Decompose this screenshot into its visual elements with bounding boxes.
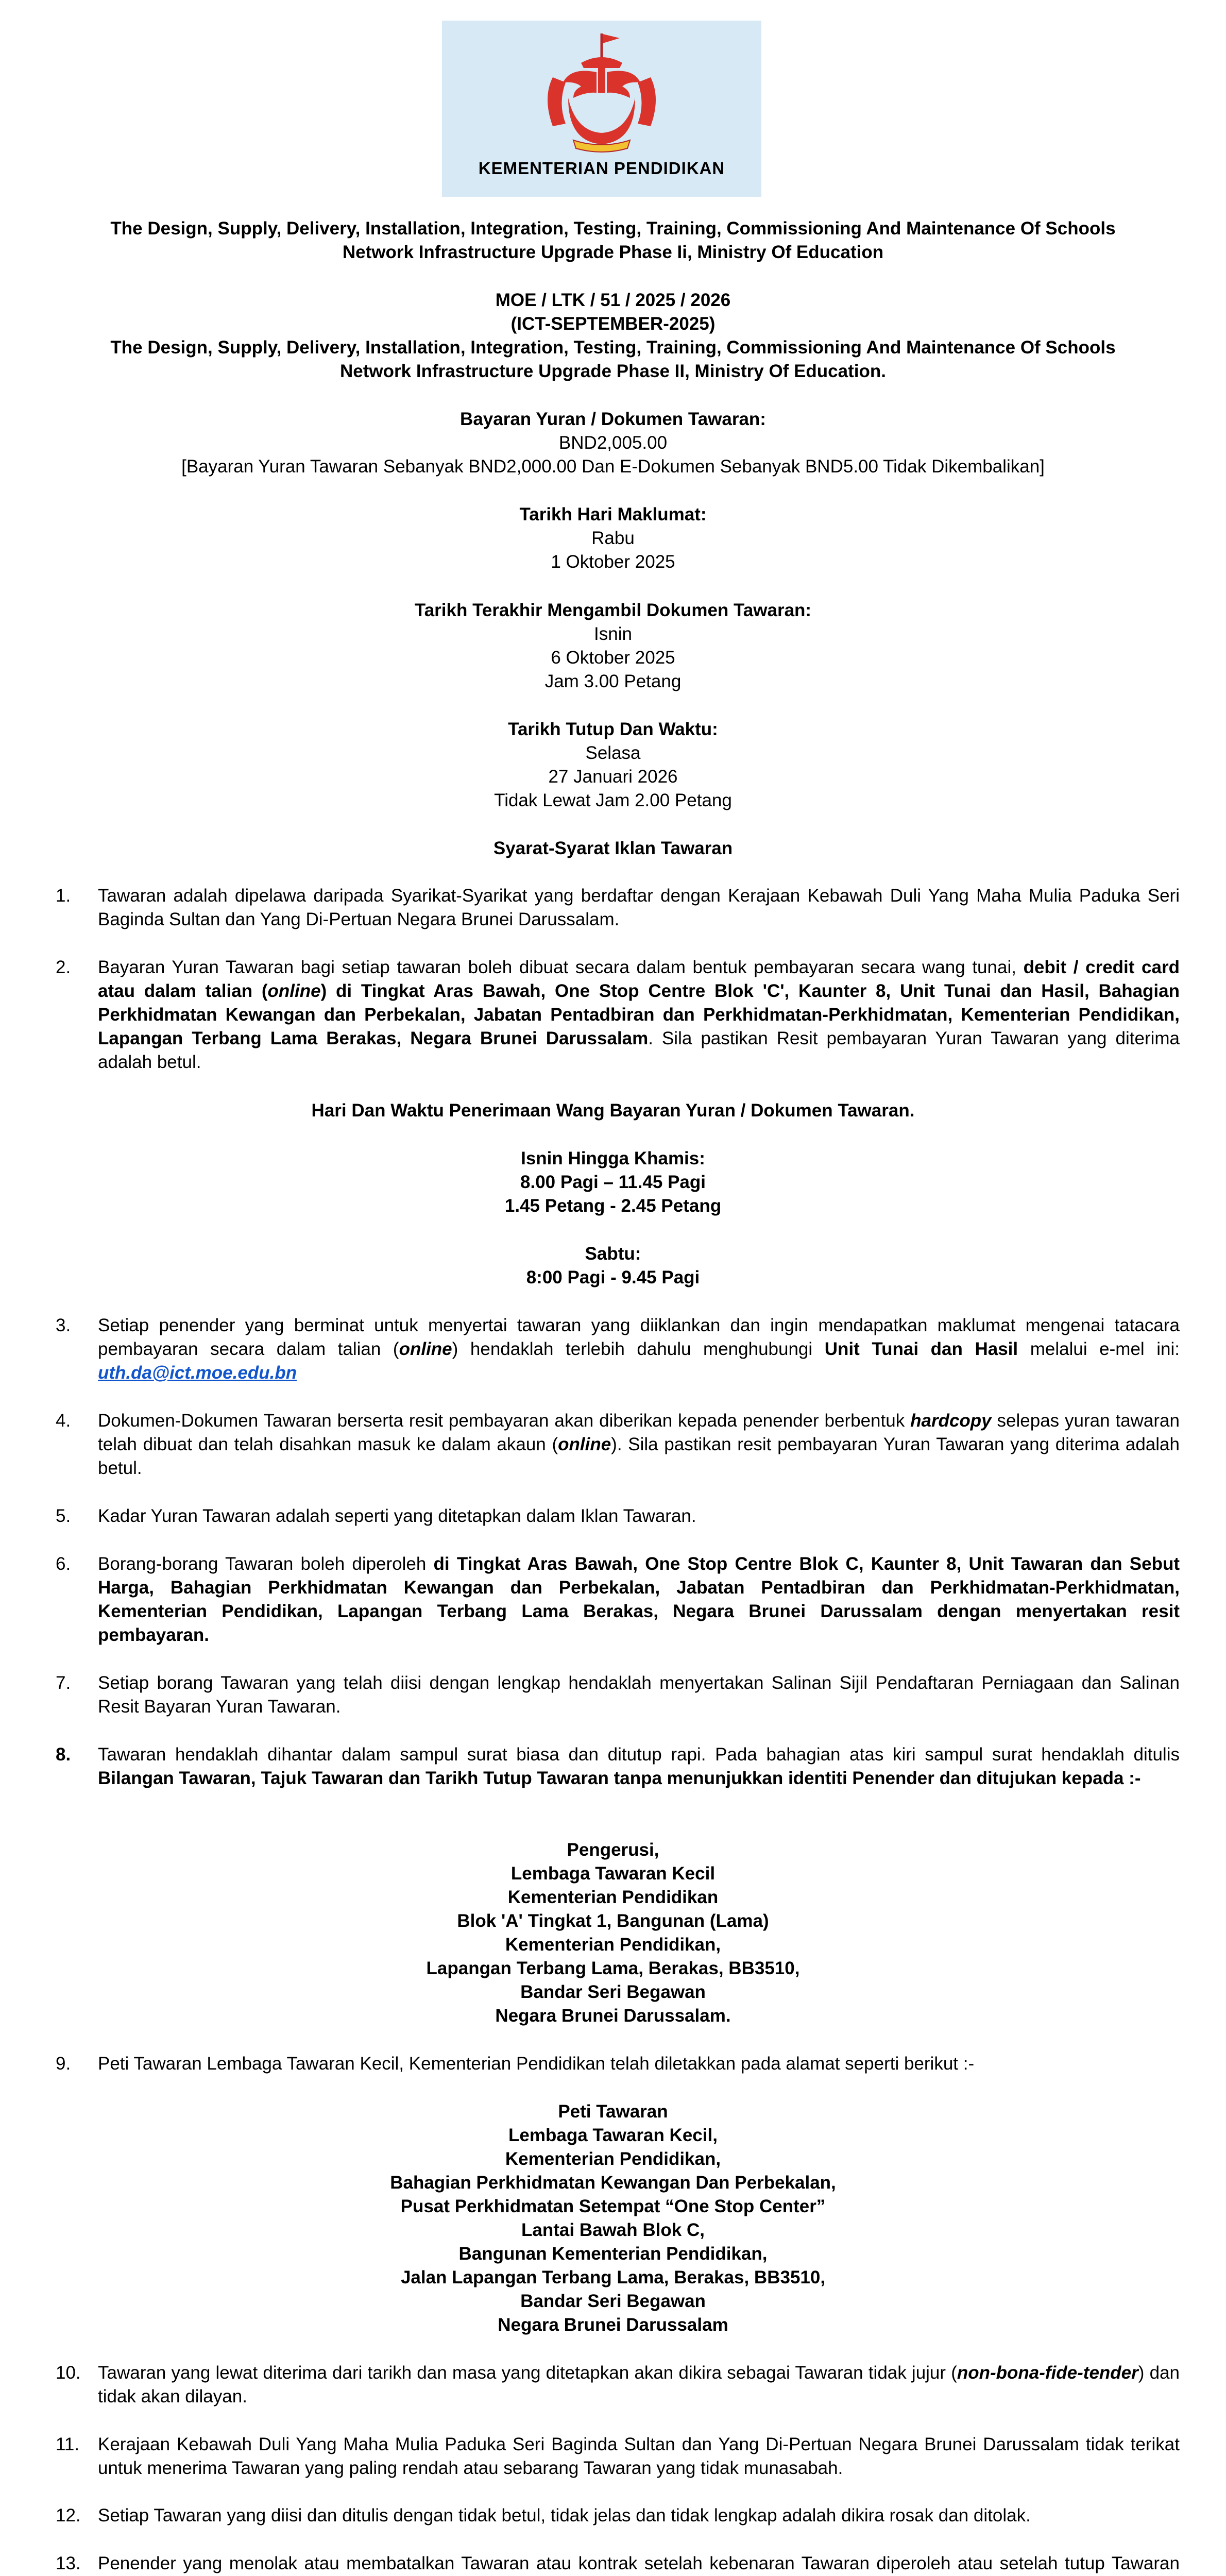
item-text-part: Tawaran hendaklah dihantar dalam sampul surat biasa dan ditutup rapi. Pada bahagian atas kiri sampul surat hendaklah ditulis xyxy=(98,1744,1180,1765)
address-line: Blok 'A' Tingkat 1, Bangunan (Lama) xyxy=(457,1911,769,1931)
logo-label: KEMENTERIAN PENDIDIKAN xyxy=(478,159,725,178)
item-number: 3. xyxy=(56,1315,71,1335)
address-line: Lembaga Tawaran Kecil xyxy=(510,1863,716,1884)
address-line: Kementerian Pendidikan, xyxy=(505,1935,721,1955)
notice-date-date: 1 Oktober 2025 xyxy=(551,552,675,572)
item-number: 11. xyxy=(56,2434,80,2454)
item-text-bold: Bilangan Tawaran, Tajuk Tawaran dan Tarikh Tutup Tawaran tanpa menunjukkan identiti Penender dan ditujukan kepada :- xyxy=(98,1768,1141,1788)
item-text-part: selepas yuran tawaran telah dibuat dan telah disahkan masuk ke dalam akaun ( xyxy=(98,1411,1180,1454)
address-line: Peti Tawaran xyxy=(558,2102,668,2122)
item-text-part: Bayaran Yuran Tawaran bagi setiap tawaran boleh dibuat secara dalam bentuk pembayaran secara wang tunai, xyxy=(98,957,1024,977)
payment-hours-heading: Hari Dan Waktu Penerimaan Wang Bayaran Yuran / Dokumen Tawaran. xyxy=(311,1100,915,1121)
closing-heading: Tarikh Tutup Dan Waktu: xyxy=(508,719,718,739)
conditions-heading: Syarat-Syarat Iklan Tawaran xyxy=(493,838,733,858)
item-number: 7. xyxy=(56,1673,71,1693)
item-text: Peti Tawaran Lembaga Tawaran Kecil, Kementerian Pendidikan telah diletakkan pada alamat seperti berikut :- xyxy=(98,2054,975,2074)
address-line: Negara Brunei Darussalam xyxy=(498,2315,728,2335)
item-number: 2. xyxy=(56,957,71,977)
item-text-bold: Unit Tunai dan Hasil xyxy=(824,1339,1018,1359)
item-text-part: Borang-borang Tawaran boleh diperoleh xyxy=(98,1554,434,1574)
tender-title-line1: The Design, Supply, Delivery, Installation, Integration, Testing, Training, Commissioning And Maintenance Of Schools xyxy=(110,218,1116,239)
saturday-slot-1: 8:00 Pagi - 9.45 Pagi xyxy=(526,1267,700,1287)
address-line: Bandar Seri Begawan xyxy=(520,2291,706,2311)
address-line: Jalan Lapangan Terbang Lama, Berakas, BB3510, xyxy=(400,2267,826,2287)
item-text-part: Dokumen-Dokumen Tawaran berserta resit pembayaran akan diberikan kepada penender berbentuk xyxy=(98,1411,911,1431)
collection-heading: Tarikh Terakhir Mengambil Dokumen Tawaran: xyxy=(414,600,812,620)
item-number: 10. xyxy=(56,2363,81,2383)
reference-title-line2: Network Infrastructure Upgrade Phase II, Ministry Of Education. xyxy=(340,361,886,381)
item-text: Kerajaan Kebawah Duli Yang Maha Mulia Paduka Seri Baginda Sultan dan Yang Di-Pertuan Negara Brunei Darussalam tidak terikat untuk menerima Tawaran yang paling rendah atau sebarang Tawaran yang tidak munasabah. xyxy=(98,2434,1180,2478)
item-text: Setiap Tawaran yang diisi dan ditulis dengan tidak betul, tidak jelas dan tidak lengkap adalah dikira rosak dan ditolak. xyxy=(98,2505,1031,2526)
reference-code: (ICT-SEPTEMBER-2025) xyxy=(510,314,716,334)
item-text-part: ). Sila pastikan resit pembayaran Yuran Tawaran yang diterima adalah betul. xyxy=(98,1434,1180,1478)
item-text-part: Tawaran yang lewat diterima dari tarikh dan masa yang ditetapkan akan dikira sebagai Tawaran tidak jujur ( xyxy=(98,2363,957,2383)
collection-day: Isnin xyxy=(594,624,632,644)
item-text-bold: debit / credit card atau dalam talian ( xyxy=(98,957,1180,1001)
weekday-heading: Isnin Hingga Khamis: xyxy=(521,1148,705,1168)
item-text xyxy=(98,1743,1180,1790)
address-line: Bahagian Perkhidmatan Kewangan Dan Perbekalan, xyxy=(390,2173,836,2193)
address-line: Pengerusi, xyxy=(567,1840,659,1860)
collection-time: Jam 3.00 Petang xyxy=(544,671,682,691)
item-number: 6. xyxy=(56,1554,71,1574)
tender-title-line2: Network Infrastructure Upgrade Phase Ii, Ministry Of Education xyxy=(342,242,884,262)
reference-number: MOE / LTK / 51 / 2025 / 2026 xyxy=(495,290,731,310)
notice-date-heading: Tarikh Hari Maklumat: xyxy=(519,504,707,524)
item-text-bold-italic: online xyxy=(267,981,321,1001)
item-text-part: ) dan tidak akan dilayan. xyxy=(98,2363,1180,2406)
address-line: Pusat Perkhidmatan Setempat “One Stop Center” xyxy=(400,2196,826,2216)
saturday-heading: Sabtu: xyxy=(585,1244,641,1264)
closing-date: 27 Januari 2026 xyxy=(548,767,678,787)
item-number: 1. xyxy=(56,886,71,906)
item-text-bold-italic: non-bona-fide-tender xyxy=(957,2363,1138,2383)
item-text-bold-italic: online xyxy=(558,1434,611,1454)
item-text xyxy=(98,1409,1180,1480)
reference-title-line1: The Design, Supply, Delivery, Installation, Integration, Testing, Training, Commissioning And Maintenance Of Schools xyxy=(110,337,1116,358)
item-text xyxy=(98,2361,1180,2409)
item-text-bold-italic: hardcopy xyxy=(910,1411,992,1431)
item-text-bold-italic: online xyxy=(399,1339,452,1359)
email-link[interactable]: uth.da@ict.moe.edu.bn xyxy=(98,1363,297,1383)
brunei-crest-icon xyxy=(442,21,761,155)
item-number: 12. xyxy=(56,2505,81,2526)
item-text-bold: ) di Tingkat Aras Bawah, One Stop Centre Blok 'C', Kaunter 8, Unit Tunai dan Hasil, Bahagian Perkhidmatan Kewangan dan Perbekalan, Jabatan Pentadbiran dan Perkhidmatan-Perkhidmatan, Kementerian Pendidikan, Lapangan Terbang Lama Berakas, Negara Brunei Darussalam xyxy=(98,981,1180,1048)
weekday-slot-1: 8.00 Pagi – 11.45 Pagi xyxy=(520,1172,706,1192)
address-line: Bangunan Kementerian Pendidikan, xyxy=(458,2244,768,2264)
weekday-slot-2: 1.45 Petang - 2.45 Petang xyxy=(504,1196,722,1216)
item-text: Tawaran adalah dipelawa daripada Syarikat-Syarikat yang berdaftar dengan Kerajaan Kebawah Duli Yang Maha Mulia Paduka Seri Baginda Sultan dan Yang Di-Pertuan Negara Brunei Darussalam. xyxy=(98,886,1180,929)
item-number: 9. xyxy=(56,2054,71,2074)
address-line: Lantai Bawah Blok C, xyxy=(521,2220,705,2240)
item-text-part: . Sila pastikan Resit pembayaran Yuran Tawaran yang diterima adalah betul. xyxy=(98,1028,1180,1072)
item-text xyxy=(98,956,1180,1074)
address-line: Negara Brunei Darussalam. xyxy=(495,2006,731,2026)
closing-time: Tidak Lewat Jam 2.00 Petang xyxy=(494,790,732,810)
item-number: 8. xyxy=(56,1744,71,1765)
item-text-part: ) hendaklah terlebih dahulu menghubungi xyxy=(452,1339,825,1359)
notice-date-day: Rabu xyxy=(591,528,635,548)
item-text xyxy=(98,1314,1180,1385)
item-text: Kadar Yuran Tawaran adalah seperti yang ditetapkan dalam Iklan Tawaran. xyxy=(98,1506,696,1526)
item-number: 4. xyxy=(56,1411,71,1431)
fee-note: [Bayaran Yuran Tawaran Sebanyak BND2,000.00 Dan E-Dokumen Sebanyak BND5.00 Tidak Dikembalikan] xyxy=(181,456,1045,477)
item-text xyxy=(98,1552,1180,1647)
ministry-logo xyxy=(442,21,761,197)
item-text-bold: di Tingkat Aras Bawah, One Stop Centre Blok C, Kaunter 8, Unit Tawaran dan Sebut Harga, Bahagian Perkhidmatan Kewangan dan Perbekalan, Jabatan Pentadbiran dan Perkhidmatan-Perkhidmatan, Kementerian Pendidikan, Lapangan Terbang Lama Berakas, Negara Brunei Darussalam dengan menyertakan resit pembayaran. xyxy=(98,1554,1180,1645)
fee-heading: Bayaran Yuran / Dokumen Tawaran: xyxy=(460,409,766,429)
item-text: Setiap borang Tawaran yang telah diisi dengan lengkap hendaklah menyertakan Salinan Sijil Pendaftaran Perniagaan dan Salinan Resit Bayaran Yuran Tawaran. xyxy=(98,1673,1180,1717)
address-line: Kementerian Pendidikan, xyxy=(505,2149,721,2169)
closing-day: Selasa xyxy=(585,743,641,763)
fee-amount: BND2,005.00 xyxy=(558,433,668,453)
item-text-part: Setiap penender yang berminat untuk menyertai tawaran yang diiklankan dan ingin mendapatkan maklumat mengenai tatacara pembayaran secara dalam talian ( xyxy=(98,1315,1180,1359)
item-text: Penender yang menolak atau membatalkan Tawaran atau kontrak setelah kebenaran Tawaran diperoleh atau setelah tutup Tawaran xyxy=(98,2553,1180,2573)
item-text-part: melalui e-mel ini: xyxy=(1018,1339,1180,1359)
item-number: 13. xyxy=(56,2553,81,2573)
collection-date: 6 Oktober 2025 xyxy=(551,648,675,668)
address-line: Lembaga Tawaran Kecil, xyxy=(508,2125,718,2145)
address-line: Lapangan Terbang Lama, Berakas, BB3510, xyxy=(426,1958,800,1978)
address-line: Kementerian Pendidikan xyxy=(507,1887,719,1907)
address-line: Bandar Seri Begawan xyxy=(520,1982,706,2002)
item-number: 5. xyxy=(56,1506,71,1526)
